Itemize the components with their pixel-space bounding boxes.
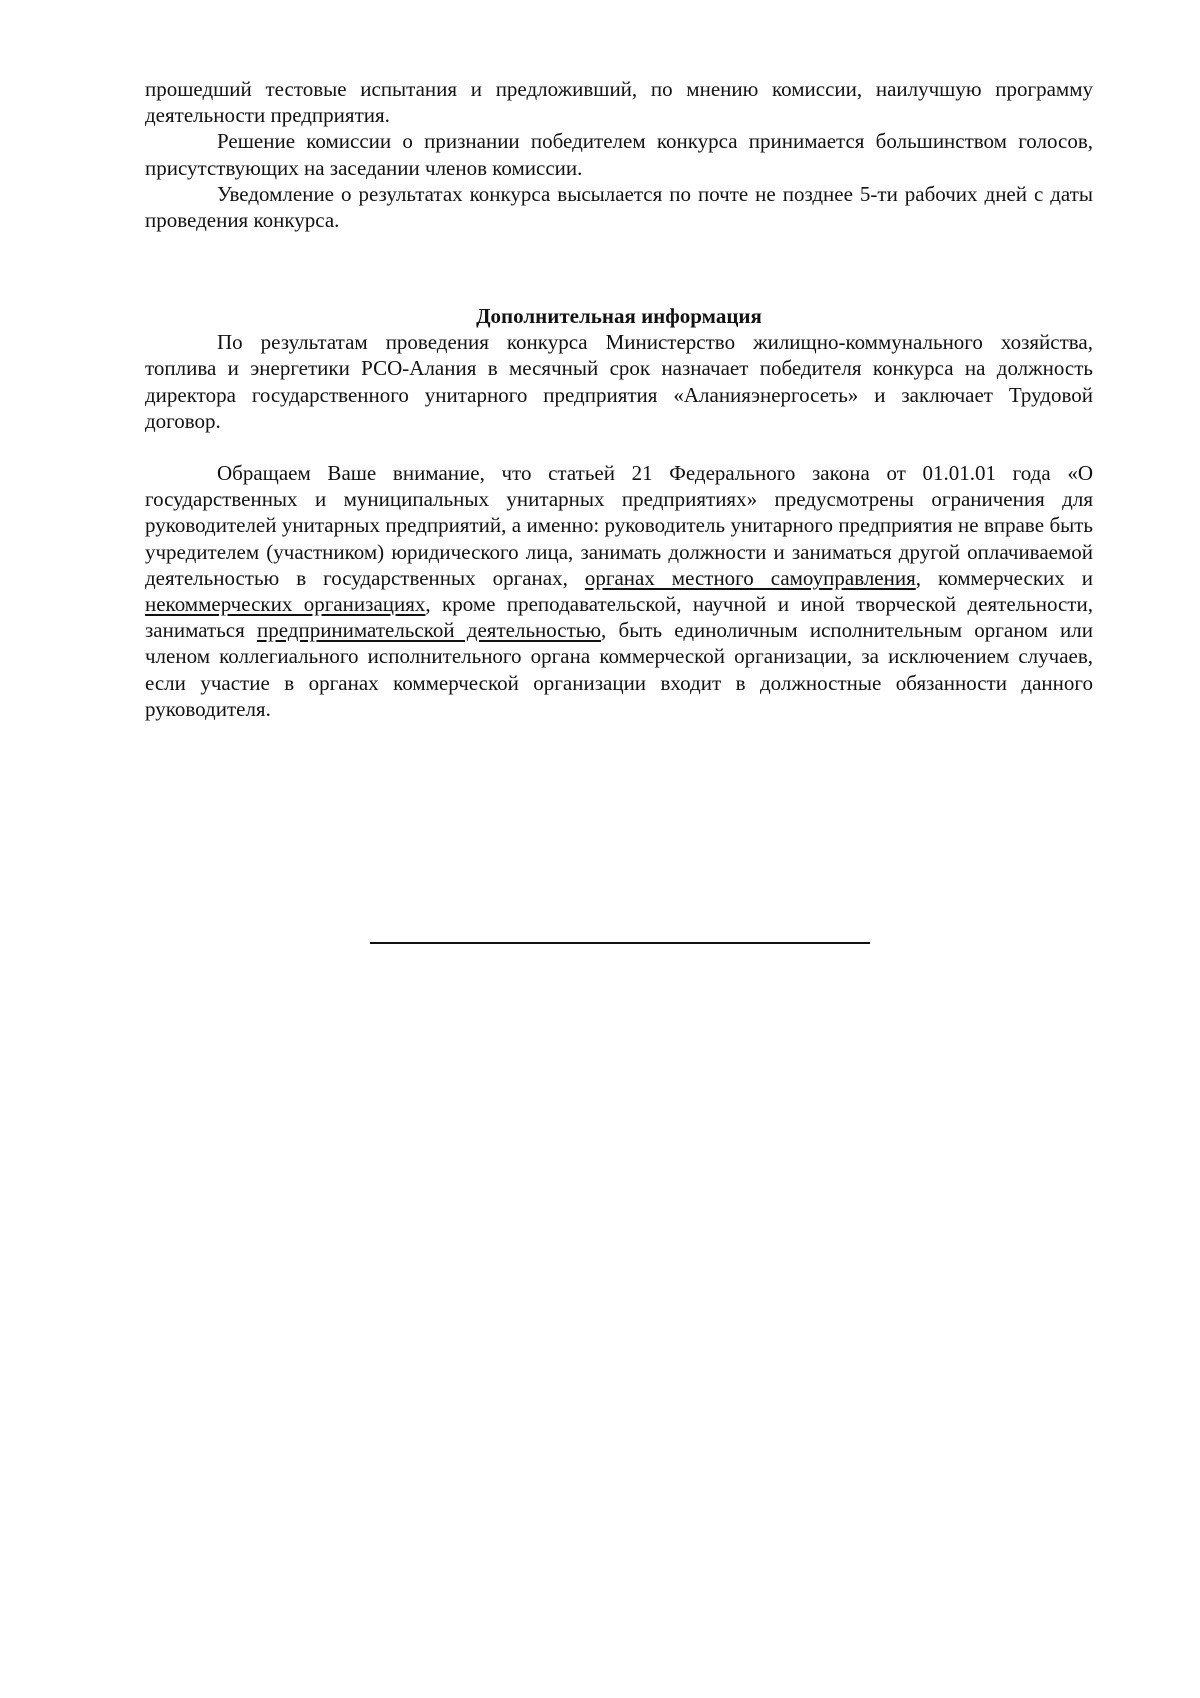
paragraph-notification: Уведомление о результатах конкурса высылается по почте не позднее 5-ти рабочих дней с даты проведения конкурса. [145, 181, 1093, 233]
restrictions-text-4: , быть единоличным исполнительным органом или членом коллегиального исполнительного органа коммерческой организации, за исключением случаев, если участие в органах коммерческой организации входит в должностные обязанности данного руководителя. [145, 618, 1094, 721]
document-page [145, 76, 1093, 722]
restrictions-text-2: , коммерческих и [915, 565, 1093, 590]
restrictions-text-1: Обращаем Ваше внимание, что статьей 21 Федерального закона от 01.01.01 года «О государственных и муниципальных унитарных предприятиях» предусмотрены ограничения для руководителей унитарных предприятий, а именно: руководитель унитарного предприятия не вправе быть учредителем (участником) юридического лица, занимать должности и заниматься другой оплачиваемой деятельностью в государственных органах, [145, 461, 1093, 590]
paragraph-spacer [145, 434, 1093, 460]
paragraph-restrictions [145, 460, 1093, 722]
restrictions-text-3: , кроме преподавательской, научной и иной творческой деятельности, заниматься [145, 592, 1093, 643]
link-non-commercial-organizations[interactable]: некоммерческих организациях [145, 592, 426, 617]
paragraph-winner-criteria: прошедший тестовые испытания и предложивший, по мнению комиссии, наилучшую программу деятельности предприятия. [145, 77, 1093, 128]
link-local-self-government[interactable]: органах местного самоуправления [584, 565, 916, 590]
link-entrepreneurial-activity[interactable]: предпринимательской деятельностью [256, 618, 602, 643]
closing-rule [370, 942, 870, 944]
section-heading: Дополнительная информация [476, 304, 762, 329]
paragraph-appointment: По результатам проведения конкурса Министерство жилищно-коммунального хозяйства, топлива и энергетики РСО-Алания в месячный срок назначает победителя конкурса на должность директора государственного унитарного предприятия «Аланияэнергосеть» и заключает Трудовой договор. [145, 330, 1093, 433]
section-spacer [145, 233, 1093, 303]
paragraph-commission-decision: Решение комиссии о признании победителем конкурса принимается большинством голосов, присутствующих на заседании членов комиссии. [145, 129, 1093, 180]
